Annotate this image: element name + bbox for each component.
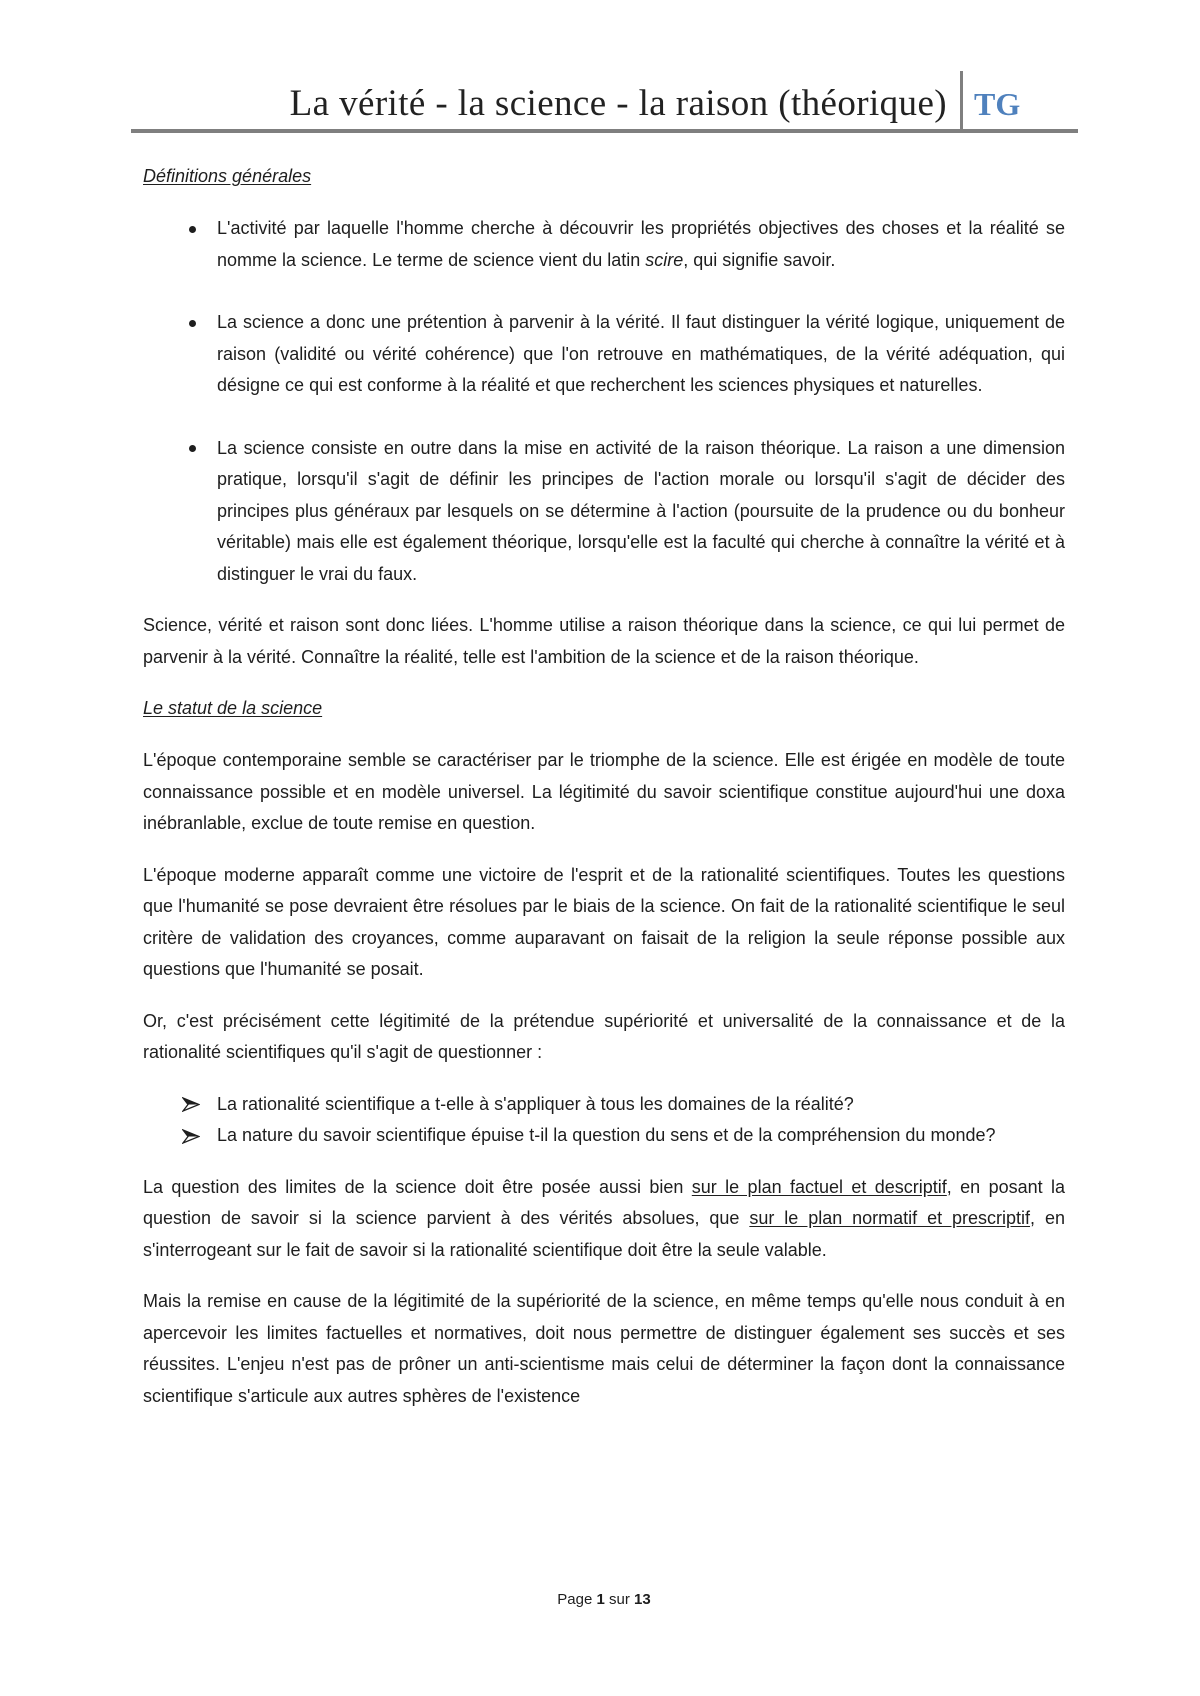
underlined-phrase: sur le plan factuel et descriptif (691, 1176, 947, 1197)
bullet-icon (189, 226, 196, 233)
paragraph: L'époque contemporaine semble se caractériser par le triomphe de la science. Elle est érigée en modèle de toute connaissance possible et en modèle universel. La légitimité du savoir scientifique constitue aujourd'hui une doxa inébranlable, exclue de toute remise en question. (143, 750, 1065, 833)
definitions-list (143, 213, 1065, 590)
header-divider (960, 71, 963, 133)
bullet-icon (189, 445, 196, 452)
class-tag: TG (974, 86, 1021, 122)
limits-paragraph (143, 1172, 1065, 1267)
total-pages: 13 (634, 1591, 651, 1608)
list-item-text: La rationalité scientifique a t-elle à s'appliquer à tous les domaines de la réalité? (217, 1093, 854, 1114)
section-heading-statut: Le statut de la science (143, 698, 323, 718)
page-separator: sur (609, 1591, 630, 1608)
paragraph: L'époque moderne apparaît comme une victoire de l'esprit et de la rationalité scientifiques. Toutes les questions que l'humanité se pose devraient être résolues par le biais de la science. On fait de la rationalité scientifique le seul critère de validation des croyances, comme auparavant on faisait de la religion la seule réponse possible aux questions que l'humanité se posait. (143, 864, 1065, 979)
paragraph-text: , en posant la question de savoir si la science parvient à des vérités absolues, que (143, 1176, 1065, 1228)
current-page-number: 1 (596, 1591, 605, 1608)
arrowhead-bullet-icon (182, 1129, 200, 1144)
arrowhead-bullet-icon (182, 1097, 200, 1112)
page-header (131, 70, 1078, 133)
list-item (143, 1089, 1065, 1121)
list-item (143, 1120, 1065, 1152)
paragraph-text: , en s'interrogeant sur le fait de savoir si la rationalité scientifique doit être la seule valable. (143, 1208, 1065, 1260)
page-label: Page (557, 1591, 593, 1608)
list-item (143, 213, 1065, 276)
document-title: La vérité - la science - la raison (théorique) (289, 83, 947, 124)
paragraph: Or, c'est précisément cette légitimité de la prétendue supériorité et universalité de la connaissance et de la rationalité scientifiques qu'il s'agit de questionner : (143, 1010, 1065, 1062)
definitions-summary: Science, vérité et raison sont donc liées. L'homme utilise a raison théorique dans la science, ce qui lui permet de parvenir à la vérité. Connaître la réalité, telle est l'ambition de la science et de la raison théorique. (143, 615, 1065, 667)
list-item-text: L'activité par laquelle l'homme cherche à découvrir les propriétés objectives des choses et la réalité se nomme la science. Le terme de science vient du latin (217, 218, 1065, 270)
list-item (143, 307, 1065, 402)
bullet-icon (189, 320, 196, 327)
underlined-phrase: sur le plan normatif et prescriptif (749, 1208, 1031, 1228)
document-body (143, 161, 1065, 1432)
closing-paragraph: Mais la remise en cause de la légitimité de la supériorité de la science, en même temps qu'elle nous conduit à en apercevoir les limites factuelles et normatives, doit nous permettre de distinguer également ses succès et ses réussites. L'enjeu n'est pas de prôner un anti-scientisme mais celui de déterminer la façon dont la connaissance scientifique s'articule aux autres sphères de l'existence (143, 1291, 1065, 1406)
list-item (143, 433, 1065, 591)
list-item-text: La science a donc une prétention à parvenir à la vérité. Il faut distinguer la vérité logique, uniquement de raison (validité ou vérité cohérence) que l'on retrouve en mathématiques, de la vérité adéquation, qui désigne ce qui est conforme à la réalité et que recherchent les sciences physiques et naturelles. (217, 312, 1065, 395)
list-item-text: La nature du savoir scientifique épuise t-il la question du sens et de la compréhension du monde? (217, 1125, 996, 1145)
latin-term: scire (645, 249, 684, 270)
list-item-text: , qui signifie savoir. (683, 249, 836, 270)
paragraph-text: La question des limites de la science doit être posée aussi bien (143, 1176, 692, 1197)
page-footer (143, 1589, 1065, 1611)
questions-list (143, 1089, 1065, 1152)
section-heading-definitions: Définitions générales (143, 166, 312, 186)
list-item-text: La science consiste en outre dans la mise en activité de la raison théorique. La raison a une dimension pratique, lorsqu'il s'agit de définir les principes de l'action morale ou lorsqu'il s'agit de décider des principes plus généraux par lesquels on se détermine à l'action (poursuite de la prudence ou du bonheur véritable) mais elle est également théorique, lorsqu'elle est la faculté qui cherche à connaître la vérité et à distinguer le vrai du faux. (217, 437, 1065, 584)
